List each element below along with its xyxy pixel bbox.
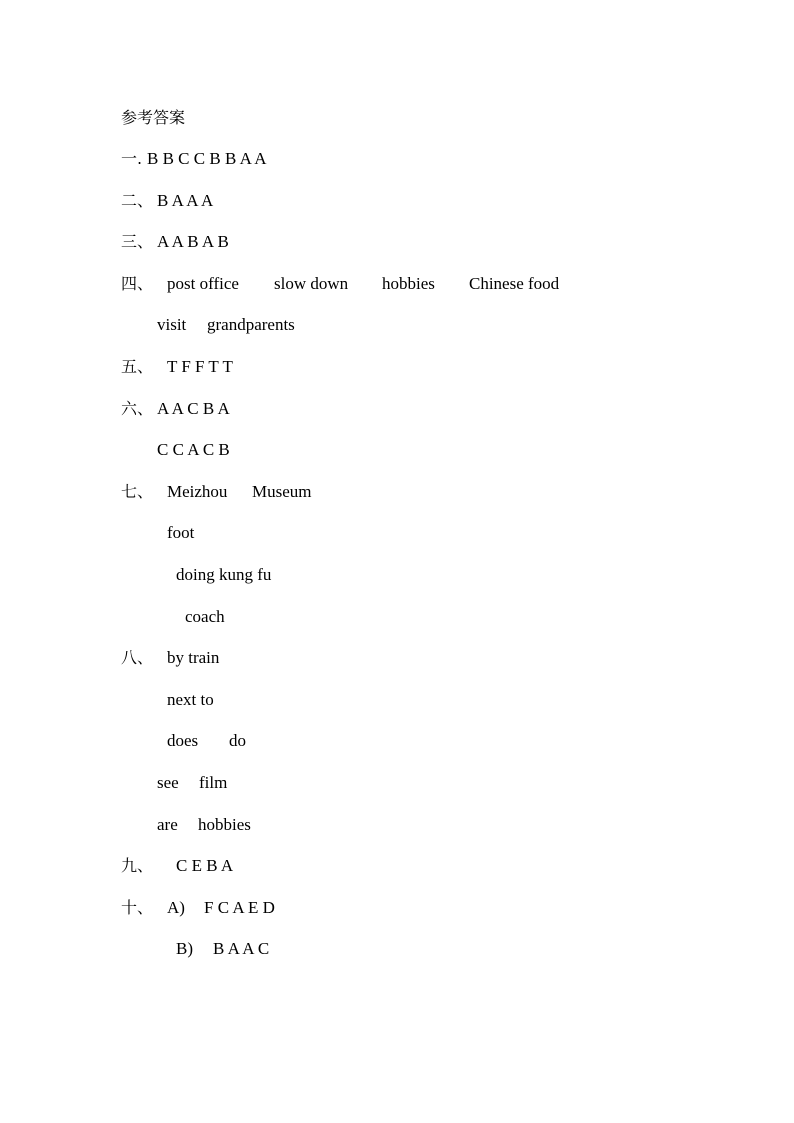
section-10-part-b-label: B) xyxy=(176,939,193,958)
section-8-item: by train xyxy=(167,648,220,667)
section-10-part-a-answer: F C A E D xyxy=(204,898,275,917)
section-7-item: coach xyxy=(185,607,225,626)
section-7-item: foot xyxy=(167,523,195,542)
section-7-label: 七、 xyxy=(121,482,154,501)
section-9-label: 九、 xyxy=(121,856,154,875)
section-5-answer: T F F T T xyxy=(167,357,233,376)
section-4-item: slow down xyxy=(274,274,349,293)
section-4-item: visit xyxy=(157,315,187,334)
section-4-item: post office xyxy=(167,274,239,293)
section-9-answer: C E B A xyxy=(176,856,234,875)
section-10-label: 十、 xyxy=(121,898,154,917)
section-6-label: 六、 xyxy=(121,399,154,418)
section-8-item: hobbies xyxy=(198,815,251,834)
section-6-answer-line1: A A C B A xyxy=(157,399,230,418)
section-1-answer: B B C C B B A A xyxy=(147,149,267,168)
section-8-item: film xyxy=(199,773,228,792)
section-8-item: are xyxy=(157,815,178,834)
section-8-label: 八、 xyxy=(121,648,154,667)
section-3-answer: A A B A B xyxy=(157,232,229,251)
page-title: 参考答案 xyxy=(121,108,186,127)
section-6-answer-line2: C C A C B xyxy=(157,440,230,459)
section-2-label: 二、 xyxy=(121,191,154,210)
section-2-answer: B A A A xyxy=(157,191,214,210)
section-4-item: grandparents xyxy=(207,315,295,334)
section-8-item: does xyxy=(167,731,199,750)
section-7-item: Meizhou xyxy=(167,482,228,501)
section-1-label: 一. xyxy=(121,149,143,168)
section-10-part-b-answer: B A A C xyxy=(213,939,270,958)
section-4-item: hobbies xyxy=(382,274,435,293)
section-5-label: 五、 xyxy=(121,357,154,376)
section-10-part-a-label: A) xyxy=(167,898,185,917)
section-8-item: next to xyxy=(167,690,214,709)
section-4-item: Chinese food xyxy=(469,274,560,293)
section-4-label: 四、 xyxy=(121,274,154,293)
section-7-item: doing kung fu xyxy=(176,565,272,584)
section-3-label: 三、 xyxy=(121,232,154,251)
section-8-item: see xyxy=(157,773,179,792)
section-8-item: do xyxy=(229,731,246,750)
section-7-item: Museum xyxy=(252,482,312,501)
